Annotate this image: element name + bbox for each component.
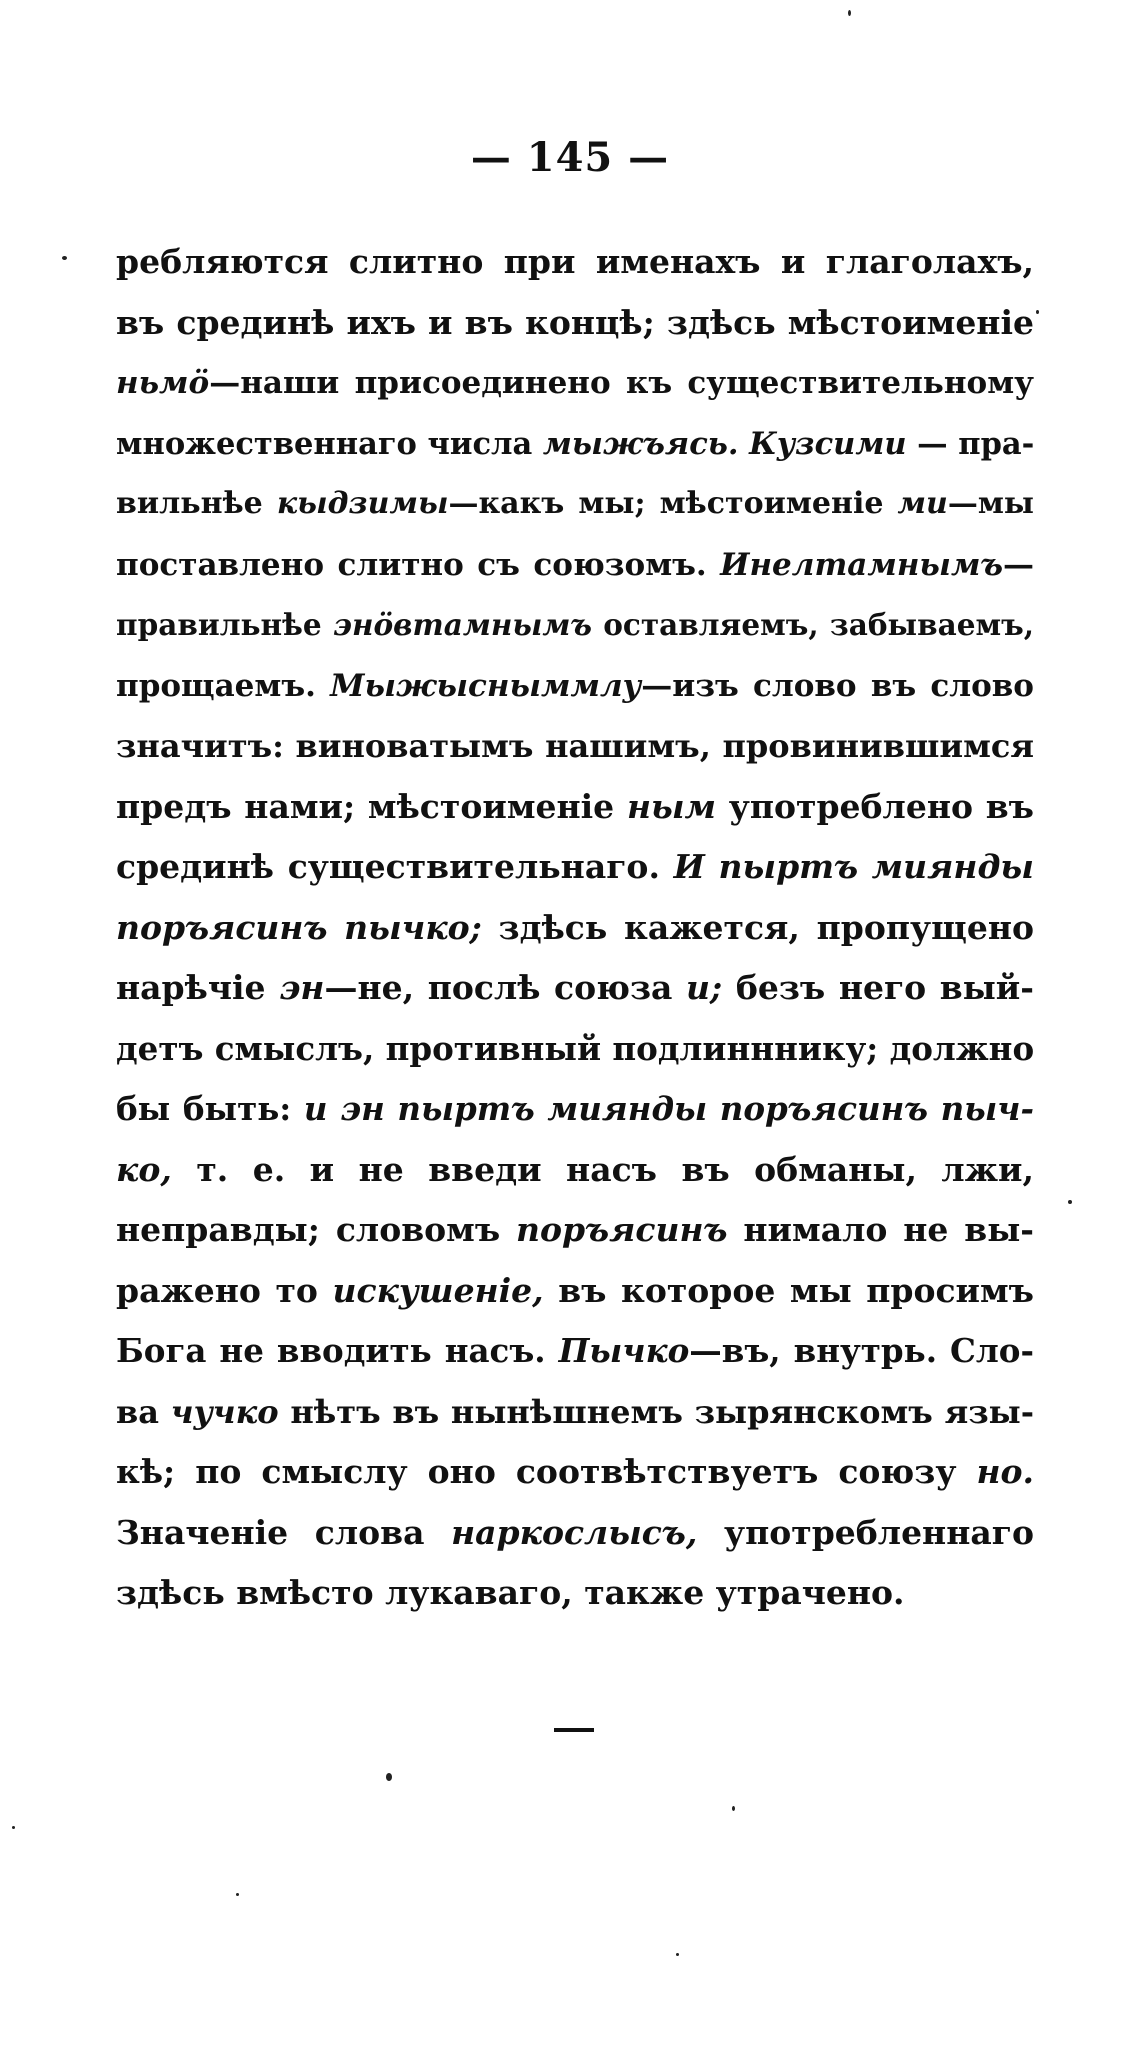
text-segment: нѣтъ въ нынѣшнемъ зырянскомъ язы- [278,1392,1035,1431]
text-line [116,1563,1034,1624]
italic-term: ным [626,786,716,826]
text-line [116,958,1034,1019]
text-line [116,1442,1034,1503]
text-segment: — пра- [906,425,1035,462]
text-line [116,414,1034,475]
ink-speck [1068,1200,1072,1204]
italic-term: ми [897,486,948,521]
italic-term: поръясинъ пычко; [116,907,482,947]
text-segment: употреблено въ [715,786,1034,826]
italic-term: Мыжысныммлу [330,667,642,704]
ink-speck [1036,310,1039,314]
text-line [116,1079,1034,1140]
text-line [116,293,1034,354]
text-segment: вильнѣе [116,486,277,521]
text-line [116,898,1034,959]
text-segment: —наши присоединено къ существительному [209,365,1034,401]
text-line [116,595,1034,656]
text-segment: ребляются слитно при именахъ и глаголахъ, [116,242,1034,281]
text-line [116,1382,1034,1443]
text-segment: оставляемъ, забываемъ, [591,607,1034,642]
text-segment: —какъ мы; мѣстоименіе [448,486,898,521]
text-segment: т. е. и не введи насъ въ обманы, лжи, [171,1149,1034,1189]
italic-term: Инелтамнымъ [720,546,1003,583]
text-line [116,353,1034,414]
text-segment: предъ нами; мѣстоименіе [116,786,627,826]
text-segment: срединѣ существительнаго. [116,847,674,886]
text-segment: въ которое мы просимъ [543,1270,1034,1310]
text-line [116,474,1034,535]
text-segment: прощаемъ. [116,667,331,704]
page-number: — 145 — [470,134,670,181]
italic-term: Пычко [558,1331,690,1370]
text-segment: множественнаго числа [116,425,543,462]
text-line [116,1140,1034,1201]
text-segment: здѣсь кажется, пропущено [481,907,1034,947]
text-segment: Значеніе слова [116,1512,452,1552]
text-segment: правильнѣе [116,607,333,642]
body-text [116,232,1034,1624]
text-segment: —мы [947,486,1034,521]
text-line [116,837,1034,898]
ink-speck [386,1773,392,1781]
text-line [116,1321,1034,1382]
italic-term: эн [279,968,325,1007]
italic-term: наркослысъ, [451,1512,698,1552]
text-segment: нарѣчіе [116,968,280,1007]
text-segment: — [1003,546,1034,583]
text-segment: неправды; словомъ [116,1210,517,1249]
italic-term: И пыртъ миянды [673,847,1034,886]
ink-speck [848,10,851,16]
text-segment: безъ него вый- [722,968,1034,1007]
text-segment: ражено то [116,1270,333,1310]
italic-term: чучко [170,1392,279,1431]
italic-term: и эн пыртъ миянды поръясинъ пыч- [303,1089,1034,1128]
text-line [116,777,1034,838]
text-segment: въ срединѣ ихъ и въ концѣ; здѣсь мѣстоименіе [116,302,1034,342]
text-segment: бы быть: [116,1089,304,1128]
text-line [116,1503,1034,1564]
closing-rule [554,1728,594,1732]
text-segment: —изъ слово въ слово [641,667,1034,704]
text-line [116,1261,1034,1322]
ink-speck [12,1826,15,1829]
ink-speck [732,1806,735,1811]
italic-term: мыжъясь. Кузсими [542,425,907,462]
italic-term: ко, [116,1149,172,1189]
text-line [116,716,1034,777]
text-segment: ва [116,1392,171,1431]
italic-term: ньмö [116,365,210,401]
italic-term: искушеніе, [332,1270,544,1310]
text-line [116,1019,1034,1080]
italic-term: кыдзимы [276,486,449,521]
italic-term: поръясинъ [516,1210,728,1249]
text-segment: —не, послѣ союза [324,968,687,1007]
text-segment: детъ смыслъ, противный подлинннику; должно [116,1028,1035,1068]
italic-term: но. [976,1452,1034,1491]
text-segment: поставлено слитно съ союзомъ. [116,546,721,583]
text-segment: —въ, внутрь. Сло- [689,1331,1034,1370]
ink-speck [676,1953,679,1956]
ink-speck [236,1893,239,1896]
text-line [116,232,1034,293]
text-segment: кѣ; по смыслу оно соотвѣтствуетъ союзу [116,1452,977,1491]
text-segment: значитъ: виноватымъ нашимъ, провинившимся [116,727,1034,765]
text-segment: нимало не вы- [727,1210,1035,1249]
text-line [116,535,1034,596]
text-line [116,656,1034,717]
ink-speck [62,256,67,260]
italic-term: и; [686,968,723,1007]
text-segment: здѣсь вмѣсто лукаваго, также утрачено. [116,1573,905,1612]
text-line [116,1200,1034,1261]
text-segment: Бога не вводить насъ. [116,1331,559,1370]
text-segment: употребленнаго [697,1512,1034,1552]
italic-term: энöвтамнымъ [332,607,592,642]
